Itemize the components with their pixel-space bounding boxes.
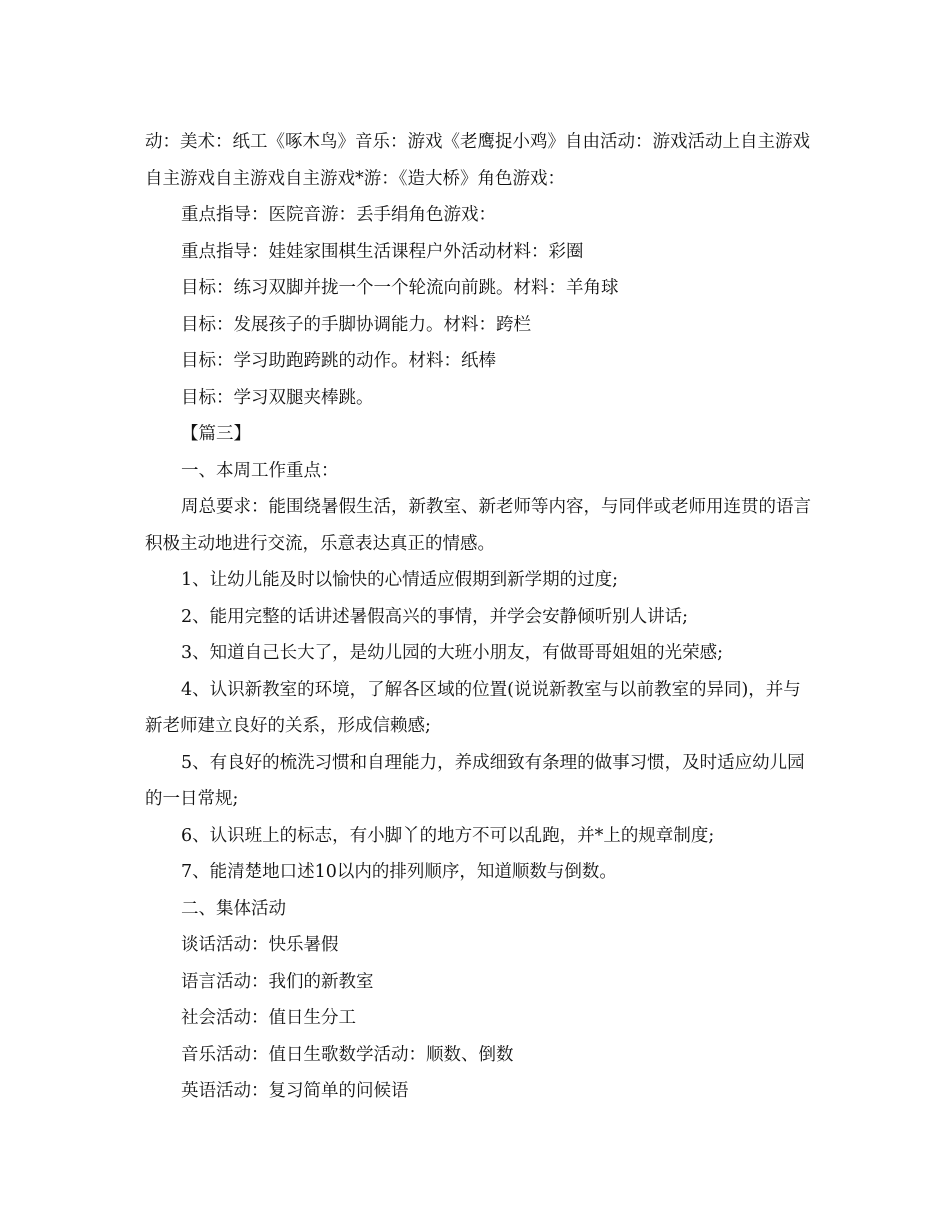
paragraph-1: 动：美术：纸工《啄木鸟》音乐：游戏《老鹰捉小鸡》自由活动：游戏活动上自主游戏自主游戏自主游戏自主游戏*游：《造大桥》角色游戏： (145, 132, 810, 189)
paragraph-6: 目标：学习助跑跨跳的动作。材料：纸棒 (181, 351, 496, 371)
document-body (145, 124, 815, 1110)
list-item-6: 6、认识班上的标志，有小脚丫的地方不可以乱跑，并*上的规章制度; (181, 825, 715, 846)
paragraph-7: 目标：学习双腿夹棒跳。 (181, 387, 374, 408)
list-item-3: 3、知道自己长大了，是幼儿园的大班小朋友，有做哥哥姐姐的光荣感; (181, 643, 724, 663)
paragraph-weekly-requirements: 周总要求：能围绕暑假生活，新教室、新老师等内容，与同伴或老师用连贯的语言积极主动地进行交流，乐意表达真正的情感。 (145, 497, 811, 554)
activity-talk: 谈话活动：快乐暑假 (181, 935, 339, 955)
activity-language: 语言活动：我们的新教室 (181, 971, 374, 992)
section-heading-pian-san: 【篇三】 (181, 424, 251, 444)
paragraph-4: 目标：练习双脚并拢一个一个轮流向前跳。材料：羊角球 (181, 278, 619, 298)
paragraph-2: 重点指导：医院音游：丢手绢角色游戏： (181, 205, 496, 225)
activity-social: 社会活动：值日生分工 (181, 1008, 356, 1028)
activity-english: 英语活动：复习简单的问候语 (181, 1081, 409, 1101)
paragraph-3: 重点指导：娃娃家围棋生活课程户外活动材料：彩圈 (181, 241, 584, 262)
section-heading-group-activities: 二、集体活动 (181, 898, 286, 919)
list-item-4: 4、认识新教室的环境，了解各区域的位置(说说新教室与以前教室的异同)，并与新老师建立良好的关系，形成信赖感; (145, 679, 801, 736)
activity-music-math: 音乐活动：值日生歌数学活动：顺数、倒数 (181, 1044, 514, 1065)
paragraph-5: 目标：发展孩子的手脚协调能力。材料：跨栏 (181, 314, 531, 335)
list-item-2: 2、能用完整的话讲述暑假高兴的事情，并学会安静倾听别人讲话; (181, 606, 689, 627)
list-item-7: 7、能清楚地口述10以内的排列顺序，知道顺数与倒数。 (181, 862, 617, 882)
section-heading-weekly-focus: 一、本周工作重点： (181, 460, 339, 481)
list-item-5: 5、有良好的梳洗习惯和自理能力，养成细致有条理的做事习惯，及时适应幼儿园的一日常规; (145, 752, 805, 809)
list-item-1: 1、让幼儿能及时以愉快的心情适应假期到新学期的过度; (181, 570, 619, 590)
